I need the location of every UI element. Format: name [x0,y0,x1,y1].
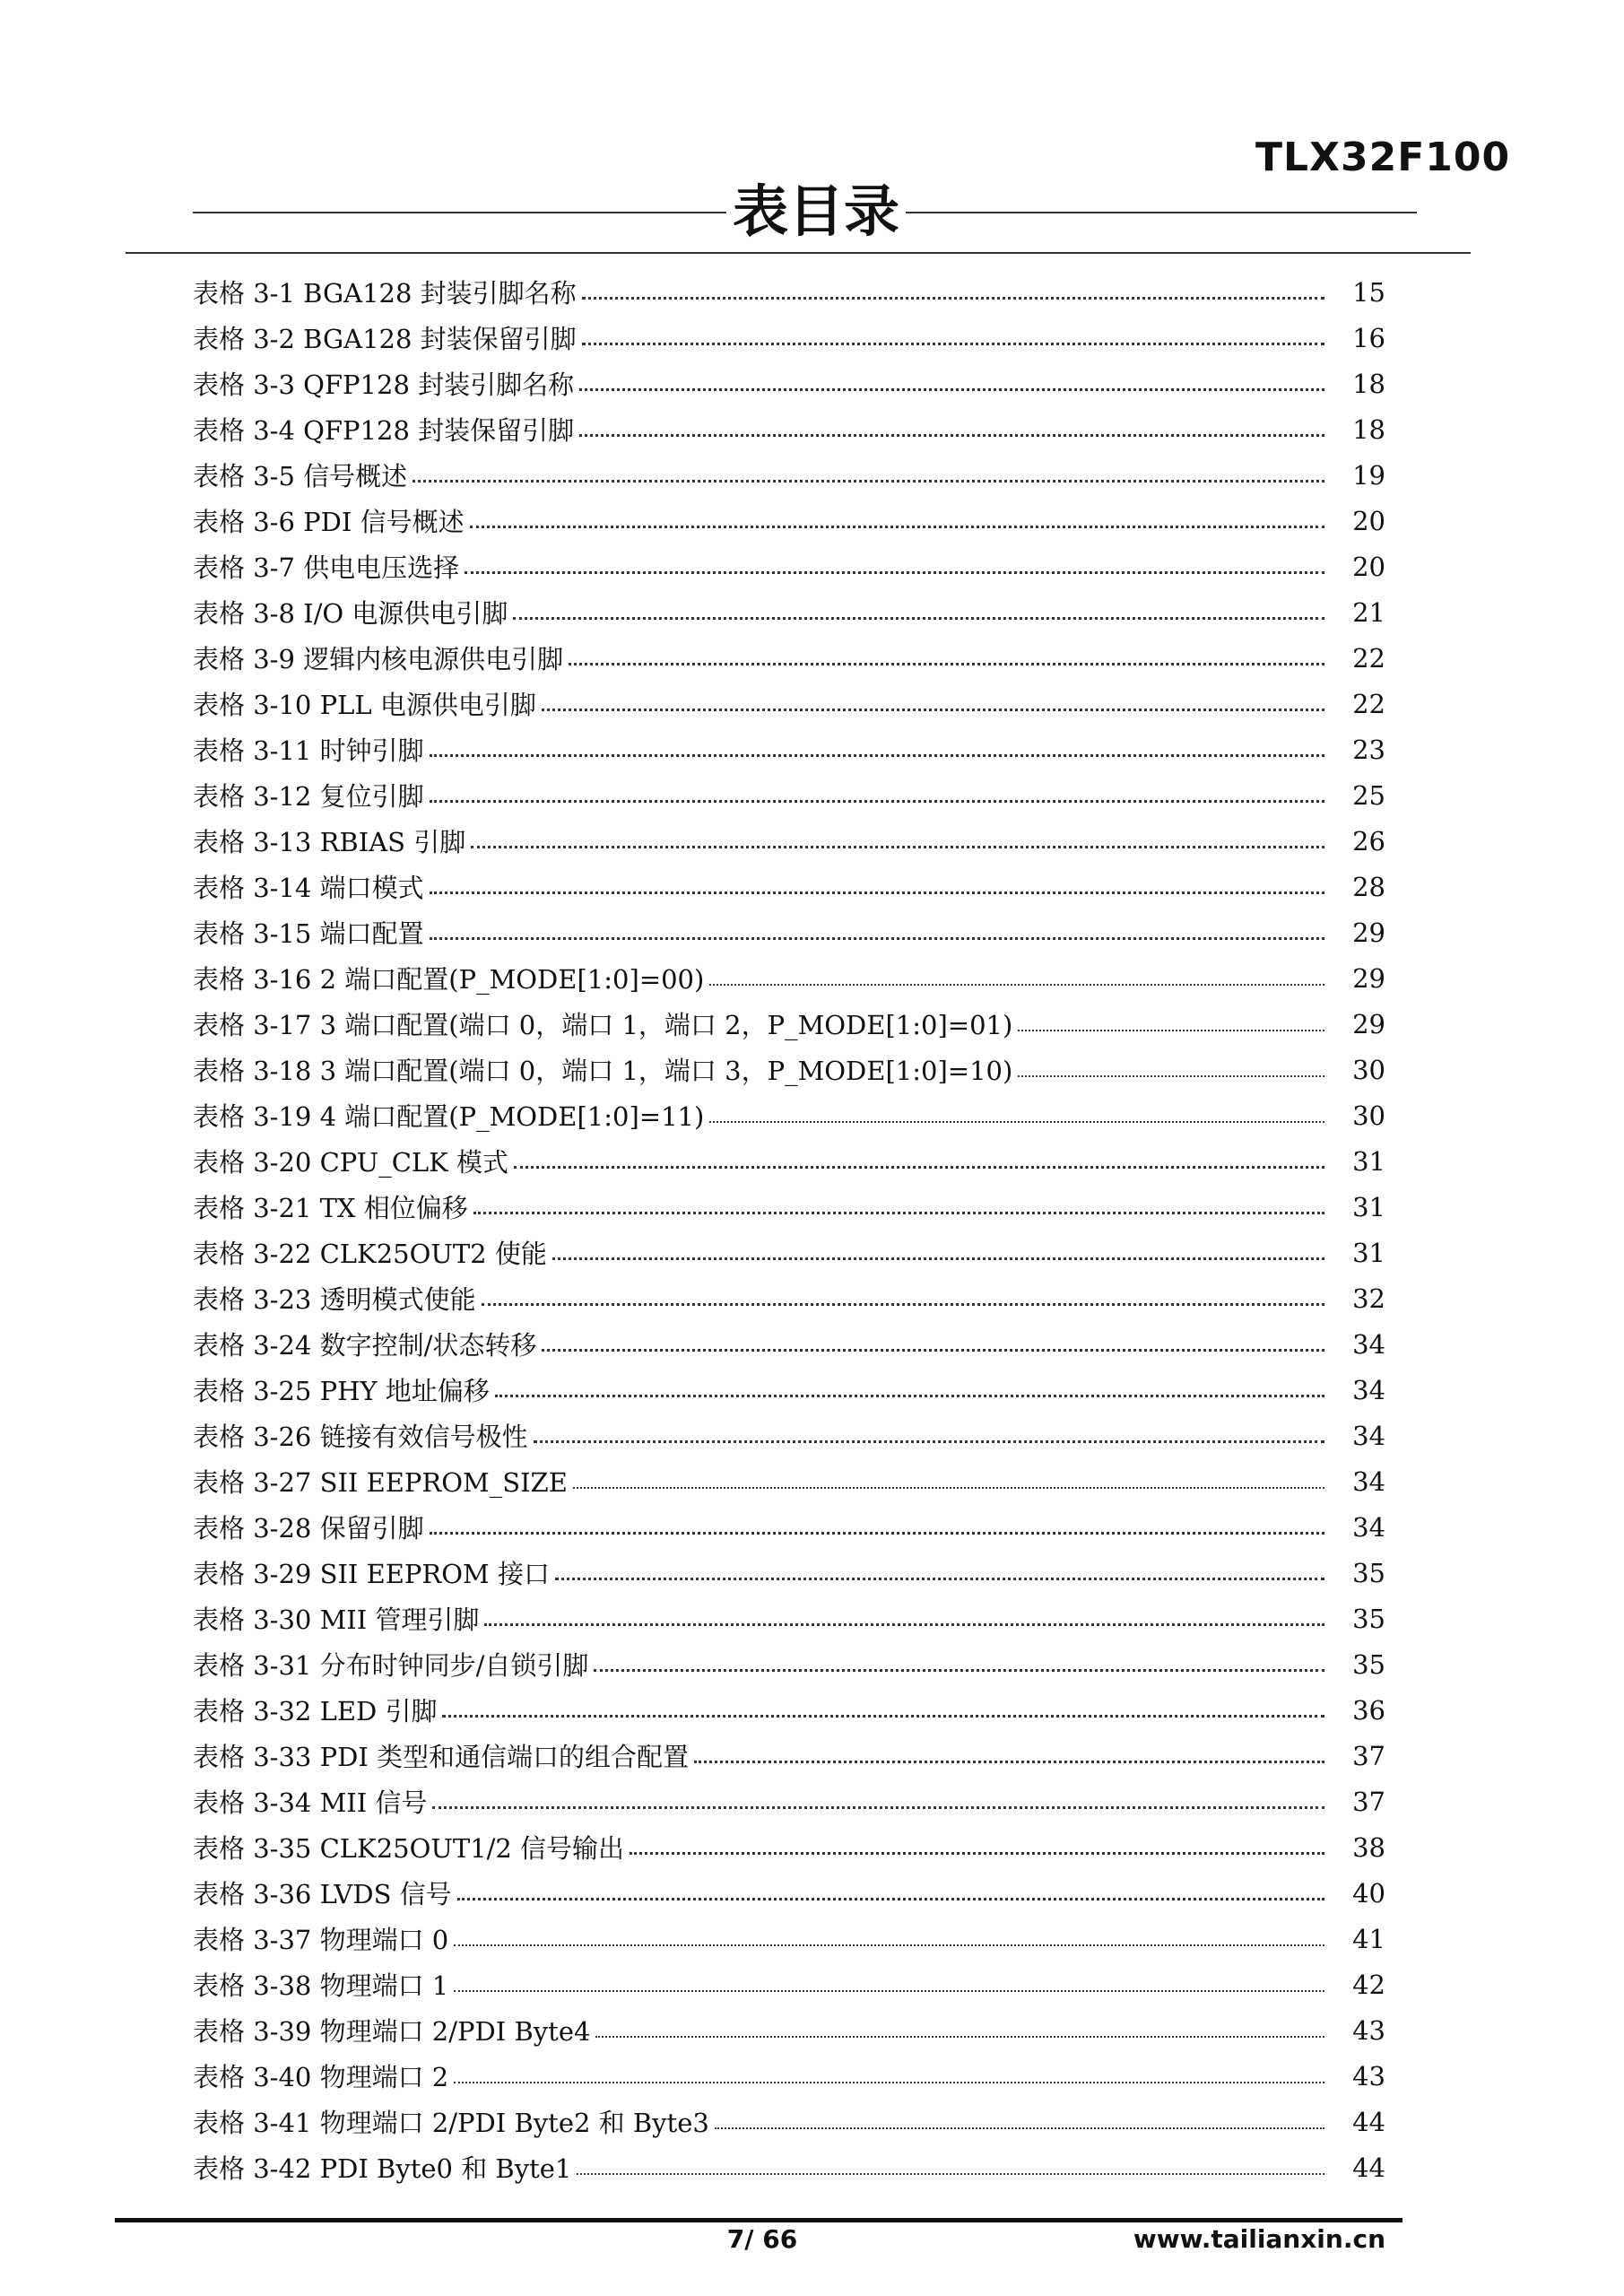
toc-entry-label: 表格 3-20 CPU_CLK 模式 [193,1147,509,1178]
toc-entry-label: 表格 3-38 物理端口 1 [193,1970,449,2001]
toc-entry-label: 表格 3-11 时钟引脚 [193,735,424,766]
toc-dot-leader [470,526,1324,528]
toc-entry-page: 43 [1352,2060,1385,2092]
toc-entry[interactable] [193,1916,1385,1961]
toc-entry[interactable] [193,1275,1385,1321]
toc-dot-leader [1018,1030,1324,1031]
toc-entry-page: 16 [1352,322,1385,353]
toc-entry-page: 34 [1352,1465,1385,1497]
toc-entry[interactable] [193,1641,1385,1687]
toc-dot-leader [542,709,1324,711]
toc-dot-leader [582,297,1324,300]
toc-dot-leader [484,1623,1324,1626]
toc-entry-page: 41 [1352,1923,1385,1954]
toc-dot-leader [715,2127,1324,2129]
toc-dot-leader [465,571,1324,574]
toc-entry[interactable] [193,2007,1385,2053]
toc-entry[interactable] [193,1001,1385,1047]
toc-entry[interactable] [193,772,1385,818]
toc-entry[interactable] [193,909,1385,955]
toc-entry-label: 表格 3-10 PLL 电源供电引脚 [193,690,536,720]
toc-entry-label: 表格 3-28 保留引脚 [193,1513,424,1544]
toc-entry-label: 表格 3-23 透明模式使能 [193,1284,476,1315]
toc-entry-page: 35 [1352,1557,1385,1588]
toc-entry[interactable] [193,2053,1385,2099]
toc-dot-leader [594,1669,1324,1672]
toc-entry[interactable] [193,1047,1385,1092]
toc-entry-page: 44 [1352,2106,1385,2137]
toc-entry-label: 表格 3-13 RBIAS 引脚 [193,827,466,857]
toc-entry-label: 表格 3-32 LED 引脚 [193,1696,438,1726]
toc-entry-page: 22 [1352,642,1385,674]
toc-entry-page: 30 [1352,1054,1385,1085]
toc-entry-label: 表格 3-5 信号概述 [193,461,408,491]
toc-dot-leader [582,343,1324,345]
toc-dot-leader [630,1852,1324,1855]
toc-entry-label: 表格 3-1 BGA128 封装引脚名称 [193,278,577,309]
toc-entry-label: 表格 3-35 CLK25OUT1/2 信号输出 [193,1833,625,1864]
toc-dot-leader [442,1715,1324,1718]
toc-entry-label: 表格 3-39 物理端口 2/PDI Byte4 [193,2016,591,2047]
toc-dot-leader [430,891,1324,894]
toc-entry-page: 37 [1352,1786,1385,1817]
toc-entry-page: 20 [1352,551,1385,582]
toc-entry-page: 18 [1352,368,1385,399]
toc-entry-label: 表格 3-8 I/O 电源供电引脚 [193,598,508,629]
toc-dot-leader [454,1944,1324,1946]
toc-entry-page: 29 [1352,1008,1385,1039]
page-title: 表目录 [732,178,899,244]
toc-entry-page: 21 [1352,596,1385,628]
toc-entry[interactable] [193,589,1385,635]
toc-entry-page: 29 [1352,962,1385,994]
toc-entry-label: 表格 3-16 2 端口配置(P_MODE[1:0]=00) [193,964,705,995]
toc-entry[interactable] [193,1596,1385,1641]
header-rule-right [906,212,1417,213]
toc-entry[interactable] [193,1458,1385,1504]
toc-dot-leader [579,388,1324,391]
toc-entry-label: 表格 3-42 PDI Byte0 和 Byte1 [193,2153,572,2184]
toc-entry-page: 25 [1352,779,1385,811]
toc-dot-leader [579,434,1324,437]
toc-entry-page: 31 [1352,1237,1385,1268]
toc-entry-label: 表格 3-9 逻辑内核电源供电引脚 [193,644,564,674]
toc-entry[interactable] [193,1367,1385,1413]
toc-entry-label: 表格 3-7 供电电压选择 [193,552,460,583]
toc-entry-page: 35 [1352,1603,1385,1634]
toc-dot-leader [454,2082,1324,2083]
toc-entry[interactable] [193,361,1385,406]
toc-entry-page: 34 [1352,1420,1385,1451]
toc-dot-leader [577,2173,1324,2175]
toc-entry-page: 35 [1352,1648,1385,1680]
toc-dot-leader [542,1349,1324,1352]
toc-entry[interactable] [193,635,1385,681]
toc-entry[interactable] [193,726,1385,772]
toc-entry[interactable] [193,1321,1385,1367]
toc-dot-leader [709,984,1324,986]
toc-entry-label: 表格 3-26 链接有效信号极性 [193,1422,528,1452]
toc-entry[interactable] [193,544,1385,589]
toc-dot-leader [573,1487,1324,1489]
toc-entry-page: 40 [1352,1877,1385,1909]
document-code: TLX32F100 [1255,135,1511,180]
toc-entry-label: 表格 3-36 LVDS 信号 [193,1879,452,1909]
toc-entry-page: 28 [1352,871,1385,902]
toc-entry-label: 表格 3-2 BGA128 封装保留引脚 [193,324,577,354]
toc-entry-label: 表格 3-40 物理端口 2 [193,2062,449,2092]
toc-entry-page: 30 [1352,1100,1385,1131]
toc-dot-leader [430,1532,1324,1535]
toc-dot-leader [552,1257,1324,1260]
toc-entry[interactable] [193,1504,1385,1550]
toc-entry[interactable] [193,1824,1385,1870]
toc-entry-label: 表格 3-41 物理端口 2/PDI Byte2 和 Byte3 [193,2108,709,2138]
toc-dot-leader [595,2036,1324,2038]
toc-dot-leader [495,1395,1324,1397]
toc-entry-page: 32 [1352,1283,1385,1314]
toc-entry-label: 表格 3-3 QFP128 封装引脚名称 [193,370,575,400]
toc-dot-leader [694,1761,1324,1763]
toc-dot-leader [471,846,1324,848]
toc-entry-label: 表格 3-25 PHY 地址偏移 [193,1376,490,1406]
toc-entry-label: 表格 3-30 MII 管理引脚 [193,1605,480,1635]
toc-entry[interactable] [193,1184,1385,1230]
toc-dot-leader [514,1166,1324,1169]
toc-entry-page: 34 [1352,1328,1385,1360]
toc-entry-label: 表格 3-6 PDI 信号概述 [193,507,465,537]
toc-entry[interactable] [193,1687,1385,1733]
toc-dot-leader [1018,1075,1324,1077]
toc-dot-leader [430,937,1324,940]
toc-entry-label: 表格 3-12 复位引脚 [193,781,424,812]
toc-entry-label: 表格 3-18 3 端口配置(端口 0，端口 1，端口 3，P_MODE[1:0]=10) [193,1056,1013,1086]
toc-entry[interactable] [193,1413,1385,1458]
toc-dot-leader [430,800,1324,803]
toc-entry-page: 31 [1352,1191,1385,1222]
toc-entry-label: 表格 3-33 PDI 类型和通信端口的组合配置 [193,1742,690,1772]
toc-entry-label: 表格 3-21 TX 相位偏移 [193,1193,468,1223]
toc-dot-leader [555,1578,1324,1580]
toc-entry[interactable] [193,1779,1385,1824]
toc-entry[interactable] [193,315,1385,361]
toc-entry-label: 表格 3-19 4 端口配置(P_MODE[1:0]=11) [193,1101,705,1132]
toc-entry-page: 44 [1352,2152,1385,2183]
toc-entry[interactable] [193,406,1385,452]
toc-entry[interactable] [193,1550,1385,1596]
toc-dot-leader [454,1990,1324,1992]
toc-entry-page: 34 [1352,1374,1385,1405]
toc-entry-page: 38 [1352,1831,1385,1863]
toc-entry-page: 18 [1352,413,1385,445]
toc-entry-page: 36 [1352,1694,1385,1726]
footer-website[interactable]: www.tailianxin.cn [1133,2224,1385,2254]
toc-entry-label: 表格 3-29 SII EEPROM 接口 [193,1559,550,1589]
toc-entry[interactable] [193,1230,1385,1275]
toc-entry-label: 表格 3-17 3 端口配置(端口 0，端口 1，端口 2，P_MODE[1:0]=01) [193,1010,1013,1040]
header-rule-left [193,212,726,213]
toc-entry[interactable] [193,1961,1385,2007]
toc-entry-page: 29 [1352,917,1385,948]
toc-dot-leader [413,480,1324,483]
toc-entry-page: 22 [1352,688,1385,719]
toc-dot-leader [473,1212,1324,1214]
toc-entry[interactable] [193,2144,1385,2190]
toc-entry-label: 表格 3-24 数字控制/状态转移 [193,1330,537,1361]
toc-entry[interactable] [193,1870,1385,1916]
toc-dot-leader [482,1303,1324,1306]
toc-entry[interactable] [193,452,1385,498]
toc-entry-page: 19 [1352,459,1385,491]
toc-entry-label: 表格 3-37 物理端口 0 [193,1925,449,1955]
toc-entry-page: 31 [1352,1145,1385,1177]
toc-entry[interactable] [193,681,1385,726]
toc-entry-page: 15 [1352,276,1385,308]
toc-entry-label: 表格 3-34 MII 信号 [193,1787,428,1818]
footer-page-number: 7/ 66 [726,2224,798,2254]
toc-entry-label: 表格 3-27 SII EEPROM_SIZE [193,1467,568,1498]
toc-entry-page: 43 [1352,2014,1385,2046]
toc-entry-page: 34 [1352,1511,1385,1543]
toc-entry[interactable] [193,1138,1385,1184]
toc-entry[interactable] [193,1092,1385,1138]
toc-entry[interactable] [193,955,1385,1001]
toc-dot-leader [709,1121,1324,1123]
toc-entry-label: 表格 3-22 CLK25OUT2 使能 [193,1239,547,1269]
toc-dot-leader [457,1898,1324,1900]
toc-entry-page: 42 [1352,1969,1385,2000]
toc-entry-label: 表格 3-15 端口配置 [193,918,424,949]
toc-entry[interactable] [193,498,1385,544]
toc-dot-leader [569,663,1324,665]
footer-divider [115,2218,1403,2222]
toc-entry-label: 表格 3-4 QFP128 封装保留引脚 [193,415,575,446]
toc-entry-page: 26 [1352,825,1385,857]
toc-entry[interactable] [193,1733,1385,1779]
toc-dot-leader [430,754,1324,757]
toc-entry[interactable] [193,864,1385,909]
toc-entry[interactable] [193,818,1385,864]
toc-entry-label: 表格 3-14 端口模式 [193,873,424,903]
toc-entry[interactable] [193,2099,1385,2144]
toc-entry-page: 37 [1352,1740,1385,1771]
toc-entry-page: 23 [1352,734,1385,765]
toc-entry-page: 20 [1352,505,1385,536]
toc-entry-label: 表格 3-31 分布时钟同步/自锁引脚 [193,1650,589,1681]
table-of-tables [193,269,1385,2190]
toc-dot-leader [513,617,1324,620]
header-divider [126,252,1471,254]
toc-dot-leader [534,1440,1324,1443]
toc-dot-leader [432,1806,1324,1809]
toc-entry[interactable] [193,269,1385,315]
